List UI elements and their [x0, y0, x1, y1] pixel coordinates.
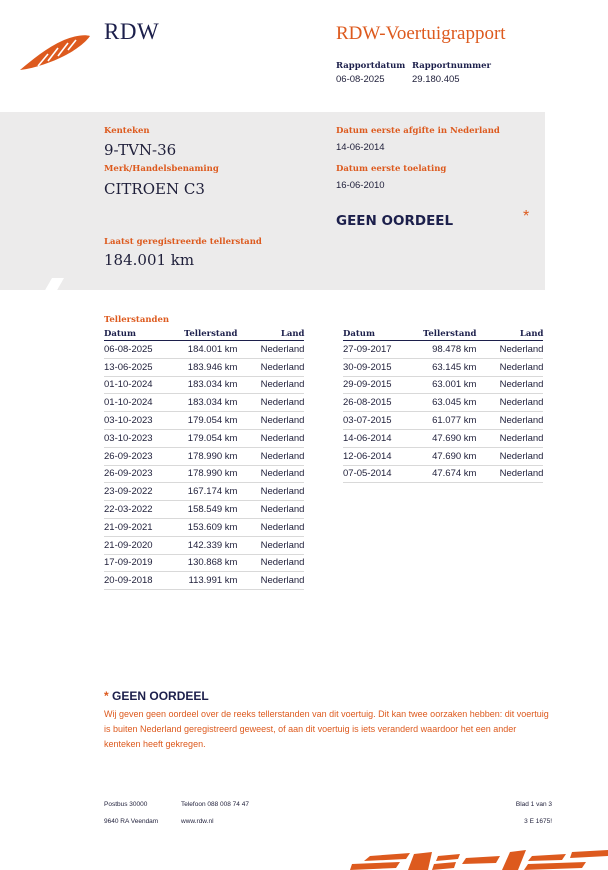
row-country: Nederland [237, 341, 304, 359]
plate-label: Kenteken [104, 126, 150, 136]
row-date: 21-09-2021 [104, 518, 184, 536]
report-title: RDW-Voertuigrapport [336, 23, 506, 44]
row-country: Nederland [237, 501, 304, 519]
table-row [343, 429, 543, 447]
row-odometer: 63.145 km [423, 358, 476, 376]
table-row [343, 412, 543, 430]
table-row [343, 376, 543, 394]
row-date: 26-08-2015 [343, 394, 423, 412]
row-odometer: 153.609 km [184, 518, 237, 536]
rdw-feather-logo [18, 30, 92, 72]
footnote-text: Wij geven geen oordeel over de reeks tellerstanden van dit voertuig. Dit kan twee oorzaken hebben: dit voertuig is buiten Nederland geregistreerd geweest, of aan dit voertuig is iets veranderd waardoor het een ander kenteken heeft gekregen. [104, 709, 549, 749]
row-date: 01-10-2024 [104, 394, 184, 412]
table-row [104, 572, 304, 590]
footer-website[interactable]: www.rdw.nl [181, 818, 214, 825]
row-country: Nederland [476, 412, 543, 430]
row-date: 22-03-2022 [104, 501, 184, 519]
row-odometer: 61.077 km [423, 412, 476, 430]
row-date: 13-06-2025 [104, 358, 184, 376]
table-row [104, 341, 304, 359]
first-issue-nl-value: 14-06-2014 [336, 142, 385, 153]
row-country: Nederland [237, 465, 304, 483]
row-country: Nederland [476, 465, 543, 483]
brand-name: RDW [104, 19, 160, 44]
row-odometer: 142.339 km [184, 536, 237, 554]
vehicle-summary-band [0, 112, 545, 290]
row-odometer: 47.690 km [423, 429, 476, 447]
row-odometer: 183.034 km [184, 394, 237, 412]
row-date: 17-09-2019 [104, 554, 184, 572]
row-date: 27-09-2017 [343, 341, 423, 359]
row-country: Nederland [237, 518, 304, 536]
table-row [104, 536, 304, 554]
row-country: Nederland [237, 536, 304, 554]
row-odometer: 130.868 km [184, 554, 237, 572]
row-date: 26-09-2023 [104, 447, 184, 465]
row-date: 07-05-2014 [343, 465, 423, 483]
row-odometer: 179.054 km [184, 429, 237, 447]
col-country: Land [476, 329, 543, 341]
row-country: Nederland [237, 412, 304, 430]
row-odometer: 63.045 km [423, 394, 476, 412]
row-date: 12-06-2014 [343, 447, 423, 465]
table-row [343, 358, 543, 376]
row-odometer: 113.991 km [184, 572, 237, 590]
last-odometer-label: Laatst geregistreerde tellerstand [104, 237, 262, 247]
row-country: Nederland [476, 429, 543, 447]
first-issue-nl-label: Datum eerste afgifte in Nederland [336, 126, 500, 136]
table-row [104, 412, 304, 430]
report-number-label: Rapportnummer [412, 61, 491, 71]
row-country: Nederland [476, 341, 543, 359]
footer-phone: Telefoon 088 008 74 47 [181, 801, 249, 808]
col-odometer: Tellerstand [184, 329, 238, 339]
row-country: Nederland [237, 376, 304, 394]
odometer-table-right [343, 329, 543, 483]
table-row [104, 554, 304, 572]
row-date: 06-08-2025 [104, 341, 184, 359]
table-row [104, 447, 304, 465]
row-odometer: 167.174 km [184, 483, 237, 501]
row-country: Nederland [476, 358, 543, 376]
table-row [104, 429, 304, 447]
footnote-heading [104, 689, 209, 703]
footer-stripes-graphic [350, 850, 608, 870]
col-country: Land [237, 329, 304, 341]
row-odometer: 178.990 km [184, 447, 237, 465]
row-date: 26-09-2023 [104, 465, 184, 483]
row-odometer: 184.001 km [184, 341, 237, 359]
col-odometer: Tellerstand [423, 329, 477, 339]
table-row [343, 447, 543, 465]
plate-value: 9-TVN-36 [104, 141, 177, 159]
odometer-section-title: Tellerstanden [104, 315, 170, 325]
row-country: Nederland [237, 447, 304, 465]
report-date-label: Rapportdatum [336, 61, 406, 71]
row-country: Nederland [237, 572, 304, 590]
row-date: 30-09-2015 [343, 358, 423, 376]
row-date: 01-10-2024 [104, 376, 184, 394]
band-corner-notch [0, 278, 64, 292]
verdict-asterisk: * [523, 208, 530, 225]
row-date: 21-09-2020 [104, 536, 184, 554]
row-date: 20-09-2018 [104, 572, 184, 590]
last-odometer-value: 184.001 km [104, 251, 195, 269]
row-date: 29-09-2015 [343, 376, 423, 394]
row-country: Nederland [476, 376, 543, 394]
table-row [104, 465, 304, 483]
row-date: 03-10-2023 [104, 412, 184, 430]
table-row [104, 358, 304, 376]
row-odometer: 98.478 km [423, 341, 476, 359]
table-row [343, 465, 543, 483]
report-date: 06-08-2025 [336, 74, 385, 85]
row-country: Nederland [237, 429, 304, 447]
row-odometer: 178.990 km [184, 465, 237, 483]
table-row [343, 341, 543, 359]
table-row [104, 483, 304, 501]
table-row [343, 394, 543, 412]
table-row [104, 518, 304, 536]
col-date: Datum [104, 329, 184, 341]
table-row [104, 394, 304, 412]
row-date: 23-09-2022 [104, 483, 184, 501]
row-country: Nederland [237, 554, 304, 572]
row-odometer: 158.549 km [184, 501, 237, 519]
table-row [104, 376, 304, 394]
row-country: Nederland [237, 394, 304, 412]
row-odometer: 47.674 km [423, 465, 476, 483]
row-country: Nederland [237, 483, 304, 501]
col-date: Datum [343, 329, 423, 341]
row-odometer: 183.946 km [184, 358, 237, 376]
row-date: 03-10-2023 [104, 429, 184, 447]
row-odometer: 47.690 km [423, 447, 476, 465]
footnote-title: GEEN OORDEEL [112, 689, 209, 703]
row-odometer: 183.034 km [184, 376, 237, 394]
footnote-asterisk: * [104, 689, 109, 703]
footer-page-number: Blad 1 van 3 [515, 801, 552, 808]
odometer-table-left [104, 329, 304, 590]
table-row [104, 501, 304, 519]
make-value: CITROEN C3 [104, 180, 205, 198]
verdict-badge: GEEN OORDEEL [336, 213, 454, 229]
row-country: Nederland [476, 447, 543, 465]
row-date: 03-07-2015 [343, 412, 423, 430]
row-odometer: 179.054 km [184, 412, 237, 430]
footer-document-code: 3 E 1675! [524, 818, 552, 825]
row-date: 14-06-2014 [343, 429, 423, 447]
report-number: 29.180.405 [412, 74, 460, 85]
first-admission-label: Datum eerste toelating [336, 164, 447, 174]
make-label: Merk/Handelsbenaming [104, 164, 219, 174]
first-admission-value: 16-06-2010 [336, 180, 385, 191]
row-country: Nederland [237, 358, 304, 376]
row-odometer: 63.001 km [423, 376, 476, 394]
row-country: Nederland [476, 394, 543, 412]
footer-city: 9640 RA Veendam [104, 818, 159, 825]
footer-postbus: Postbus 30000 [104, 801, 148, 808]
